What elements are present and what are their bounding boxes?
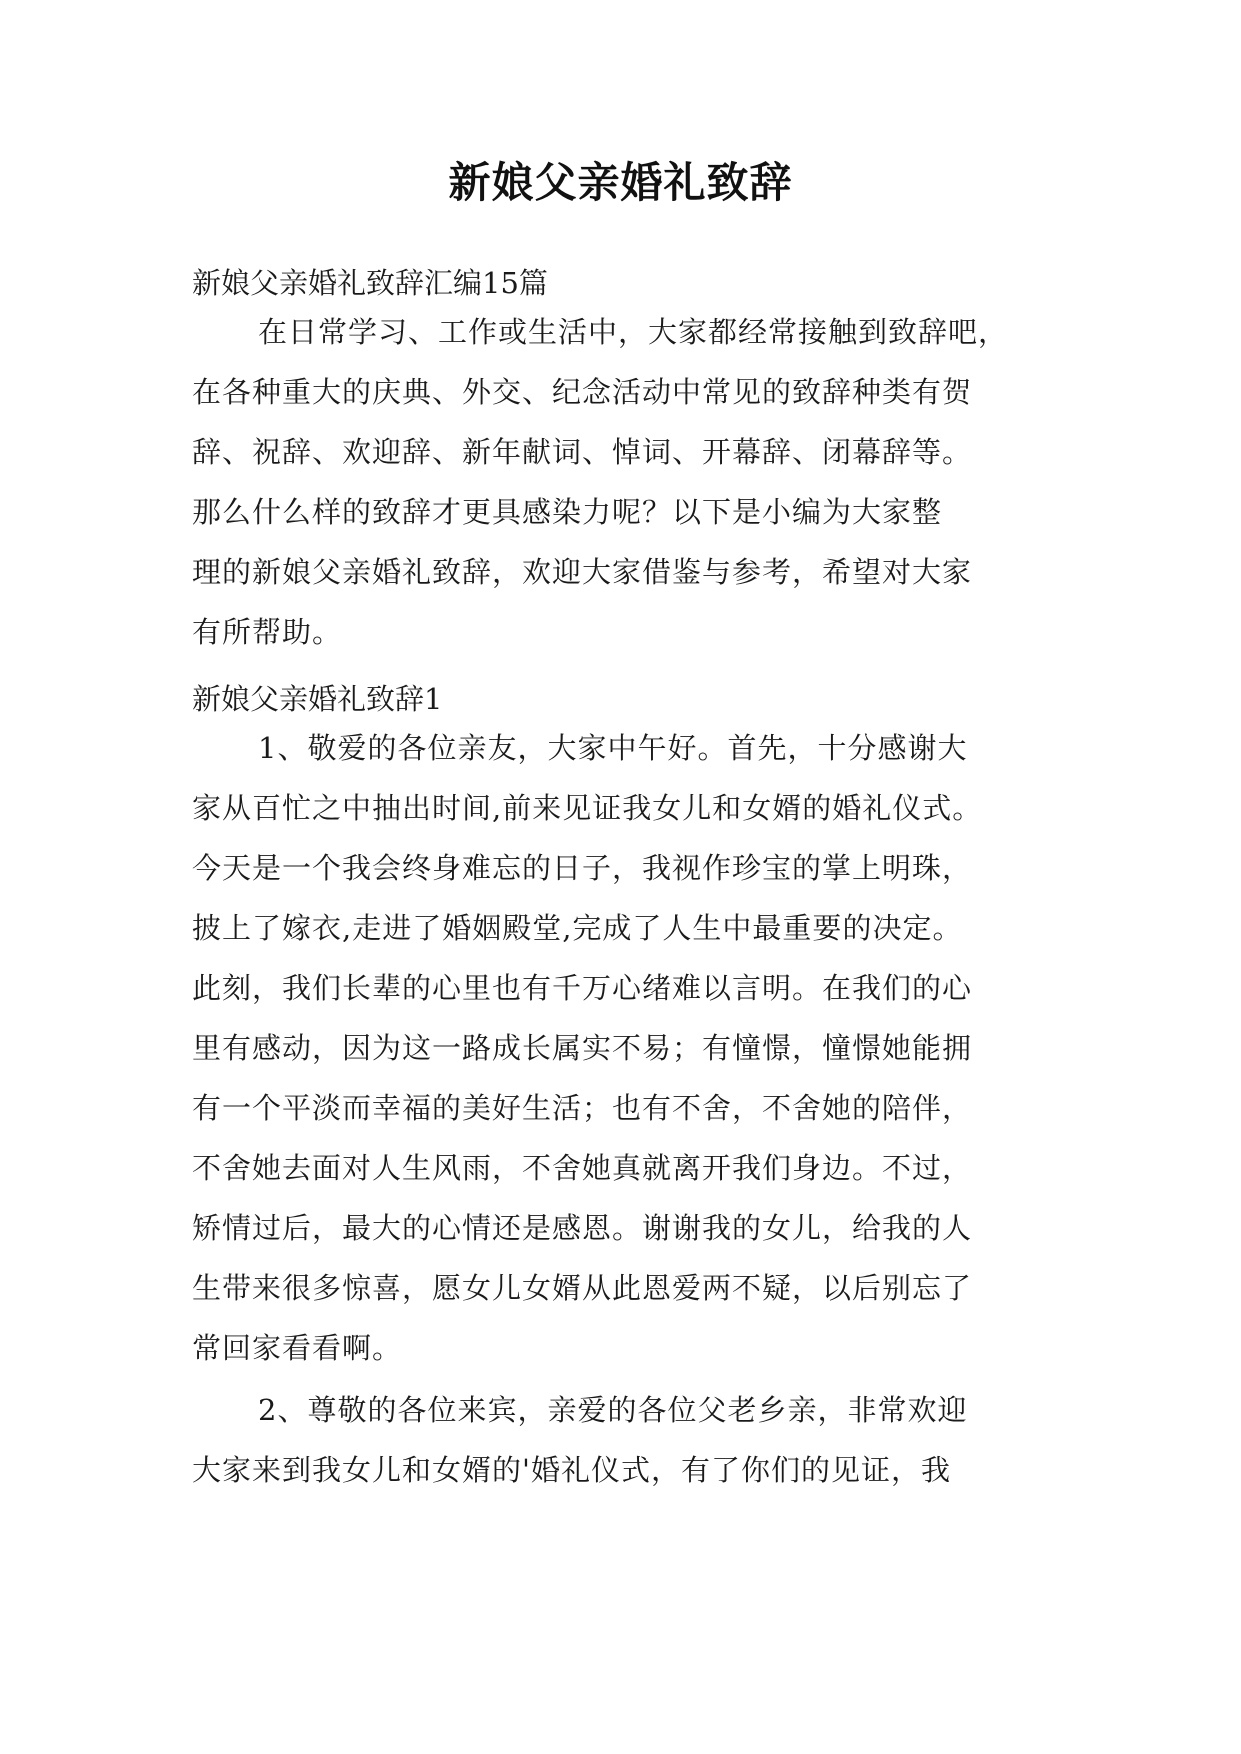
- intro-line: 那么什么样的致辞才更具感染力呢？以下是小编为大家整: [192, 495, 943, 529]
- paragraph-line: 大家来到我女儿和女婿的'婚礼仪式，有了你们的见证，我: [192, 1453, 951, 1487]
- paragraph-line: 2、尊敬的各位来宾，亲爱的各位父老乡亲，非常欢迎: [258, 1393, 968, 1427]
- document-title: 新娘父亲婚礼致辞: [448, 158, 793, 207]
- paragraph-line: 不舍她去面对人生风雨，不舍她真就离开我们身边。不过，: [192, 1151, 973, 1185]
- intro-paragraph: [192, 302, 1072, 662]
- paragraph-line: 1、敬爱的各位亲友，大家中午好。首先，十分感谢大: [258, 731, 968, 765]
- intro-line: 辞、祝辞、欢迎辞、新年献词、悼词、开幕辞、闭幕辞等。: [192, 435, 973, 469]
- intro-line: 理的新娘父亲婚礼致辞，欢迎大家借鉴与参考，希望对大家: [192, 555, 973, 589]
- paragraph-line: 披上了嫁衣,走进了婚姻殿堂,完成了人生中最重要的决定。: [192, 911, 963, 945]
- paragraph-line: 生带来很多惊喜，愿女儿女婿从此恩爱两不疑，以后别忘了: [192, 1271, 973, 1305]
- section-heading: 新娘父亲婚礼致辞1: [192, 682, 443, 716]
- paragraph-line: 矫情过后，最大的心情还是感恩。谢谢我的女儿，给我的人: [192, 1211, 973, 1245]
- paragraph-line: 家从百忙之中抽出时间,前来见证我女儿和女婿的婚礼仪式。: [192, 791, 983, 825]
- paragraph-line: 里有感动，因为这一路成长属实不易；有憧憬，憧憬她能拥: [192, 1031, 973, 1065]
- intro-line: 有所帮助。: [192, 615, 343, 649]
- intro-line: 在日常学习、工作或生活中，大家都经常接触到致辞吧，: [258, 315, 1009, 349]
- paragraph-line: 常回家看看啊。: [192, 1331, 403, 1365]
- document-subtitle: 新娘父亲婚礼致辞汇编15篇: [192, 266, 548, 300]
- paragraph-line: 今天是一个我会终身难忘的日子，我视作珍宝的掌上明珠，: [192, 851, 973, 885]
- intro-line: 在各种重大的庆典、外交、纪念活动中常见的致辞种类有贺: [192, 375, 973, 409]
- paragraph-line: 此刻，我们长辈的心里也有千万心绪难以言明。在我们的心: [192, 971, 973, 1005]
- paragraph-line: 有一个平淡而幸福的美好生活；也有不舍，不舍她的陪伴，: [192, 1091, 973, 1125]
- paragraph-1: [192, 718, 1072, 1378]
- paragraph-2: [192, 1380, 1072, 1500]
